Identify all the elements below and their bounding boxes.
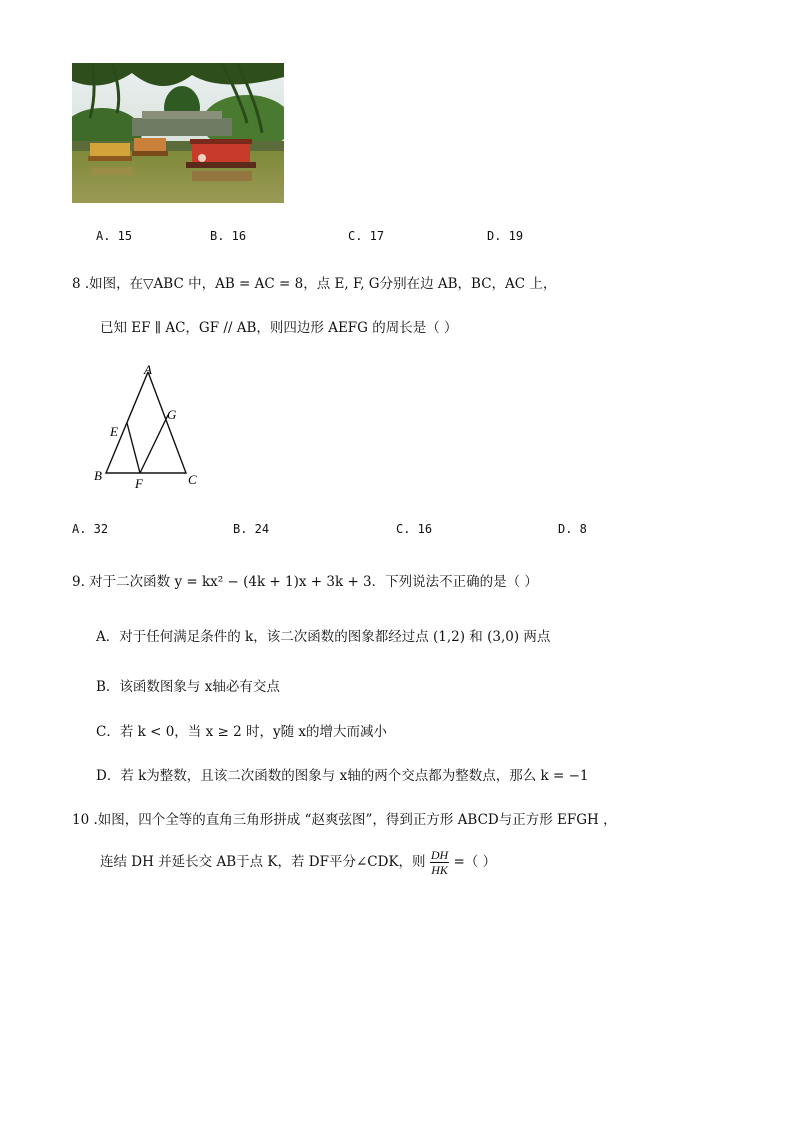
q10-stem-text: 连结 DH 并延长交 AB于点 K，若 DF平分∠CDK，则	[100, 854, 426, 870]
q9-stem: 9. 对于二次函数 y = kx² − (4k + 1)x + 3k + 3．下列说法不正确的是（ ）	[72, 574, 538, 590]
q7-option-b: B. 16	[210, 229, 247, 243]
segment-fg	[140, 415, 168, 473]
q9-option-b: B．该函数图象与 x轴必有交点	[96, 679, 280, 695]
q7-option-a: A. 15	[96, 229, 133, 243]
label-c: C	[188, 472, 197, 487]
label-e: E	[110, 424, 118, 439]
q10-answer-blank: =（ ）	[453, 854, 497, 870]
q8-option-d: D. 8	[558, 522, 587, 536]
segment-ef	[127, 423, 140, 473]
q9-option-c: C．若 k < 0，当 x ≥ 2 时，y随 x的增大而减小	[96, 724, 387, 740]
q10-fraction	[430, 848, 449, 877]
q8-stem-line2: 已知 EF ∥ AC，GF // AB，则四边形 AEFG 的周长是（ ）	[100, 320, 458, 336]
label-f: F	[135, 476, 143, 491]
q8-option-c: C. 16	[396, 522, 433, 536]
fraction-denominator: HK	[431, 863, 448, 877]
lake-boats-image	[72, 63, 284, 203]
label-a: A	[144, 362, 152, 377]
q10-stem-line2	[100, 848, 496, 877]
q9-option-a: A．对于任何满足条件的 k，该二次函数的图象都经过点 (1,2) 和 (3,0) 两点	[96, 629, 551, 645]
q10-stem-line1: 10 .如图，四个全等的直角三角形拼成 “赵爽弦图”，得到正方形 ABCD与正方形 EFGH ，	[72, 812, 617, 828]
label-g: G	[167, 407, 177, 422]
q7-option-c: C. 17	[348, 229, 385, 243]
fraction-numerator: DH	[430, 848, 449, 862]
lake-boats-photo	[72, 63, 284, 203]
q8-triangle-figure	[88, 360, 208, 492]
q7-option-d: D. 19	[487, 229, 524, 243]
q9-option-d: D．若 k为整数，且该二次函数的图象与 x轴的两个交点都为整数点，那么 k = −1	[96, 768, 589, 784]
q8-option-a: A. 32	[72, 522, 109, 536]
q8-option-b: B. 24	[233, 522, 270, 536]
triangle-abc	[106, 372, 186, 473]
label-b: B	[94, 468, 102, 483]
q8-stem-line1: 8 .如图，在▽ABC 中，AB = AC = 8，点 E, F, G分别在边 AB，BC，AC 上，	[72, 276, 557, 292]
